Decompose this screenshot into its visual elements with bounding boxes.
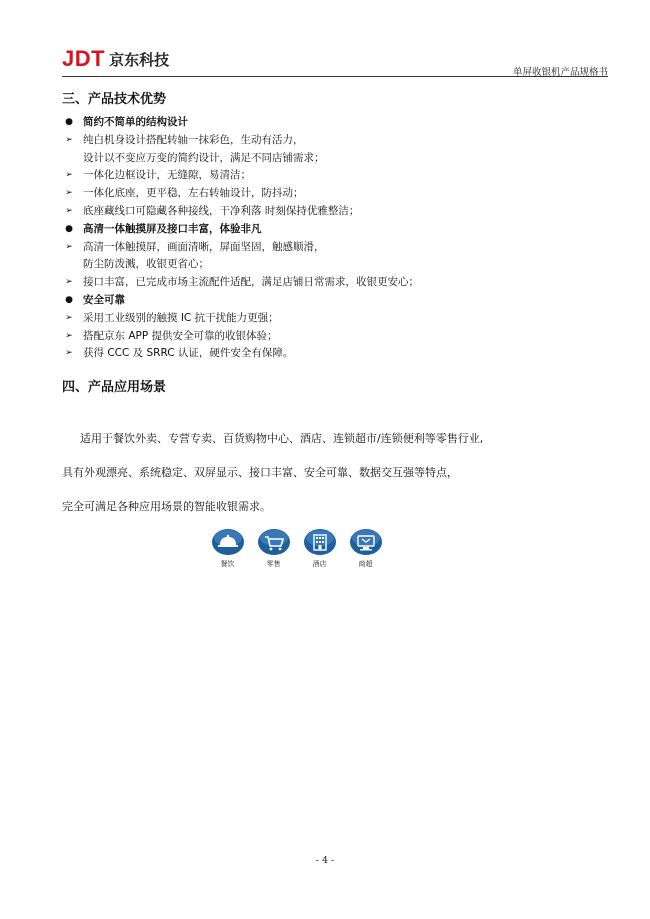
- list-item: [62, 328, 608, 346]
- logo-company-name: 京东科技: [109, 51, 170, 69]
- arrow-bullet-icon: ➢: [65, 205, 73, 216]
- arrow-bullet-icon: ➢: [65, 188, 73, 199]
- supermarket-store-icon: [349, 528, 383, 558]
- logo-brand: JDT: [62, 46, 106, 71]
- header-divider: [62, 76, 608, 77]
- scenario-supermarket: [343, 528, 388, 569]
- list-item: [62, 114, 608, 132]
- arrow-bullet-icon: ➢: [65, 312, 73, 323]
- shopping-cart-icon: [257, 528, 291, 558]
- page-header: [62, 46, 608, 76]
- scenario-label: 零售: [266, 560, 281, 568]
- list-item-text: 获得 CCC 及 SRRC 认证，硬件安全有保障。: [83, 347, 294, 360]
- list-item-text: 接口丰富，已完成市场主流配件适配，满足店铺日常需求，收银更安心；: [83, 276, 419, 289]
- scenario-paragraph: 具有外观漂亮、系统稳定、双屏显示、接口丰富、安全可靠、数据交互强等特点，: [62, 466, 458, 479]
- arrow-bullet-icon: ➢: [65, 170, 73, 181]
- scenario-label: 餐饮: [220, 560, 235, 568]
- list-item: [62, 203, 608, 221]
- scenario-paragraph: 完全可满足各种应用场景的智能收银需求。: [62, 500, 271, 513]
- bullet-icon: ●: [65, 117, 73, 127]
- arrow-bullet-icon: ➢: [65, 277, 73, 288]
- hotel-building-icon: [303, 528, 337, 558]
- list-item: [62, 292, 608, 310]
- list-item-text: 简约不简单的结构设计: [83, 116, 188, 128]
- list-item-text: 纯白机身设计搭配转轴一抹彩色，生动有活力，: [83, 133, 304, 146]
- scenario-paragraph: 适用于餐饮外卖、专营专卖、百货购物中心、酒店、连锁超市/连锁便利等零售行业,: [80, 432, 484, 445]
- advantages-list: [62, 114, 608, 363]
- list-item-text: 安全可靠: [83, 293, 125, 306]
- list-item: [62, 345, 608, 363]
- bullet-icon: ●: [65, 223, 73, 234]
- scenario-icons: [205, 528, 389, 569]
- scenario-catering: [205, 528, 250, 569]
- arrow-bullet-icon: ➢: [65, 241, 73, 252]
- list-item: [62, 310, 608, 328]
- page-number: - 4 -: [315, 855, 335, 866]
- list-item: [62, 256, 608, 274]
- list-item-text: 高清一体触摸屏及接口丰富，体验非凡: [83, 222, 262, 235]
- list-item-text: 搭配京东 APP 提供安全可靠的收银体验；: [83, 329, 278, 342]
- arrow-bullet-icon: ➢: [65, 134, 73, 145]
- company-logo: [62, 48, 169, 70]
- list-item: [62, 185, 608, 203]
- list-item: [62, 221, 608, 239]
- list-item-text: 一体化底座，更平稳，左右转轴设计，防抖动；: [83, 187, 304, 200]
- bullet-icon: ●: [65, 294, 73, 305]
- scenario-hotel: [297, 528, 342, 569]
- arrow-bullet-icon: ➢: [65, 348, 73, 359]
- cloche-icon: [211, 528, 245, 558]
- list-item-text: 高清一体触摸屏，画面清晰，屏面坚固，触感顺滑，: [83, 240, 325, 253]
- list-item-text: 底座藏线口可隐藏各种接线，干净利落 时刻保持优雅整洁；: [83, 204, 360, 217]
- scenario-label: 酒店: [312, 560, 327, 568]
- list-item-text: 采用工业级别的触摸 IC 抗干扰能力更强；: [83, 311, 279, 324]
- scenario-label: 商超: [358, 560, 373, 568]
- scenario-retail: [251, 528, 296, 569]
- section-title-advantages: 三、产品技术优势: [62, 92, 167, 107]
- section-title-scenarios: 四、产品应用场景: [62, 380, 167, 395]
- list-item-text: 设计以不变应万变的简约设计，满足不同店铺需求；: [83, 151, 325, 164]
- list-item: [62, 274, 608, 292]
- list-item: [62, 150, 608, 168]
- list-item: [62, 132, 608, 150]
- document-title: 单屏收银机产品规格书: [512, 67, 608, 78]
- list-item: [62, 167, 608, 185]
- list-item-text: 一体化边框设计，无缝隙，易清洁；: [83, 169, 251, 182]
- list-item: [62, 239, 608, 257]
- arrow-bullet-icon: ➢: [65, 330, 73, 341]
- list-item-text: 防尘防泼溅，收银更省心；: [83, 258, 209, 271]
